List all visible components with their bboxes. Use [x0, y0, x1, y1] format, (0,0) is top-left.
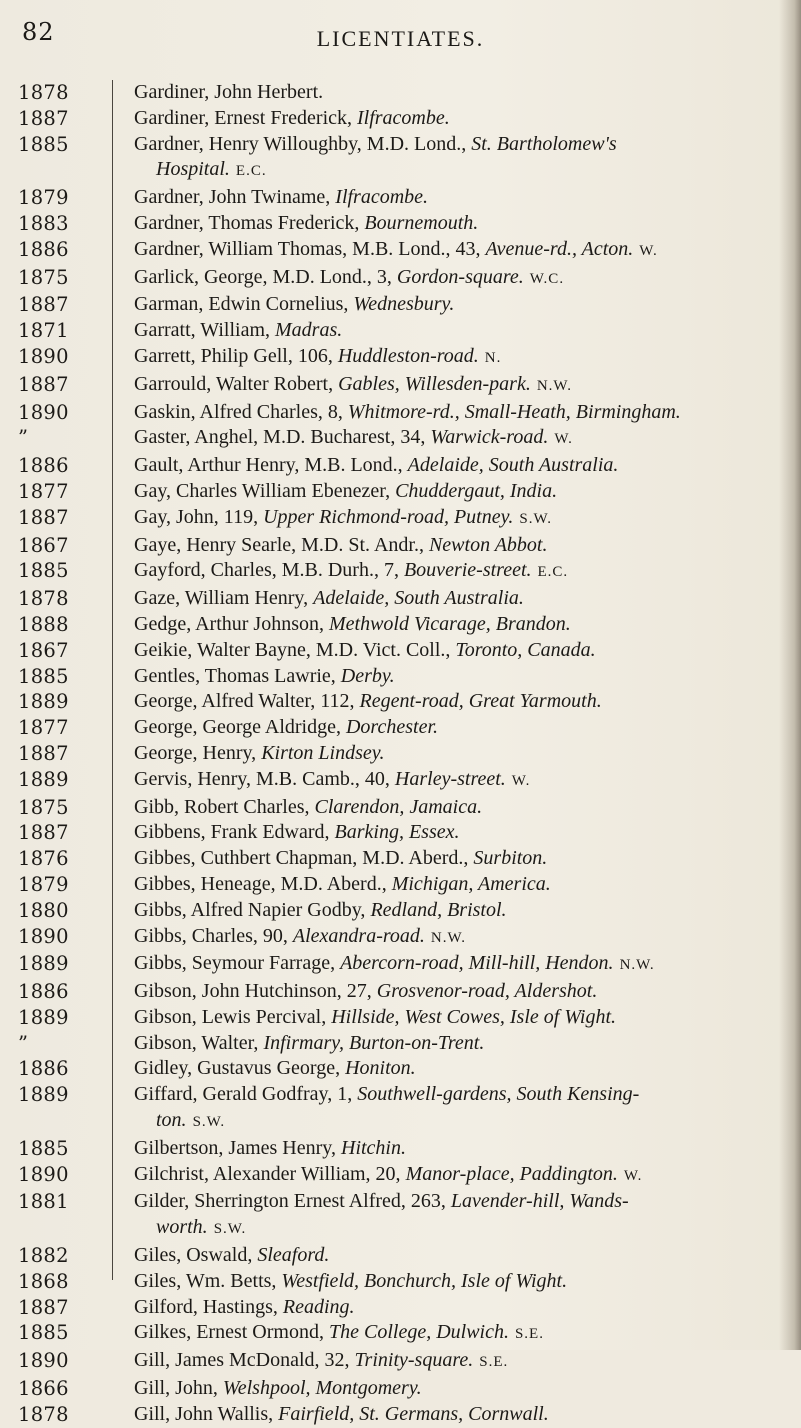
entry-text [114, 1056, 788, 1082]
entry-name: Gaze, William Henry, [134, 587, 314, 610]
entry-address: Clarendon, Jamaica. [314, 795, 483, 818]
entry-row [18, 795, 788, 821]
entry-year: 1885 [18, 1321, 69, 1345]
entry-address: Gordon-square. [396, 265, 524, 288]
entry-row [18, 211, 788, 237]
entry-year: 1883 [18, 211, 69, 235]
entry-year: ” [18, 1031, 29, 1055]
entry-district: N.W. [619, 957, 655, 974]
page-edge-shadow [779, 0, 801, 1350]
entry-name: George, George Aldridge, [134, 716, 346, 739]
entry-address: Dorchester. [345, 716, 439, 739]
entry-district: W. [639, 242, 658, 259]
entry-address: Sleaford. [257, 1244, 330, 1267]
entry-year: 1887 [18, 505, 69, 529]
entry-address: Fairfield, St. Germans, Cornwall. [278, 1402, 549, 1425]
entry-address: Trinity-square. [354, 1349, 474, 1372]
entry-name: Gervis, Henry, M.B. Camb., 40, [134, 767, 395, 790]
entry-row [18, 898, 788, 924]
entry-address: Bouverie-street. [403, 559, 532, 582]
entry-address: Adelaide, South Australia. [313, 587, 524, 610]
entry-address: Barking, Essex. [334, 821, 460, 844]
entry-text [114, 1295, 788, 1321]
entry-year: 1878 [18, 587, 69, 611]
entry-district: S.W. [192, 1114, 226, 1131]
entry-district: N.W. [430, 929, 467, 946]
entry-row [18, 453, 788, 479]
entry-text [114, 846, 788, 872]
entry-text [114, 425, 788, 453]
entry-row [18, 318, 788, 344]
entry-row [18, 1056, 788, 1082]
entry-text [114, 820, 788, 846]
entry-text [114, 1320, 788, 1348]
entry-text [114, 689, 788, 715]
entry-row [18, 846, 788, 872]
entry-address: Bournemouth. [364, 211, 479, 234]
entry-row [18, 1243, 788, 1269]
entry-year: 1875 [18, 265, 69, 289]
entry-address-continued: worth. [156, 1216, 208, 1239]
entry-address: Michigan, America. [391, 872, 551, 895]
entry-address: Gables, Willesden-park. [338, 372, 531, 395]
entry-year: 1885 [18, 1136, 69, 1160]
entries-list [18, 80, 788, 1428]
entry-row [18, 872, 788, 898]
entry-address: Avenue-rd., Acton. [485, 237, 634, 260]
entry-address: Huddleston-road. [337, 344, 479, 367]
entry-name: Gardner, Henry Willoughby, M.D. Lond., [134, 132, 472, 155]
entry-year: 1887 [18, 106, 69, 130]
entry-continuation [134, 1108, 788, 1136]
entry-name: Gault, Arthur Henry, M.B. Lond., [134, 454, 408, 477]
entry-name: Gardner, William Thomas, M.B. Lond., 43, [134, 237, 486, 260]
entry-name: Gayford, Charles, M.B. Durh., 7, [134, 559, 404, 582]
entry-name: Gibb, Robert Charles, [134, 795, 315, 818]
entry-year: 1881 [18, 1190, 69, 1214]
entry-address: Warwick-road. [430, 426, 549, 449]
entry-year: 1890 [18, 1349, 69, 1373]
entry-address: Toronto, Canada. [455, 638, 596, 661]
entry-row [18, 586, 788, 612]
entry-address: Harley-street. [394, 767, 506, 790]
entry-row [18, 767, 788, 795]
entry-row [18, 1162, 788, 1190]
entry-text [114, 795, 788, 821]
entry-address: Honiton. [345, 1057, 416, 1080]
entry-text [114, 558, 788, 586]
entry-row [18, 1295, 788, 1321]
entry-year: 1877 [18, 716, 69, 740]
entry-row [18, 1031, 788, 1057]
entry-row [18, 372, 788, 400]
entry-district: E.C. [235, 163, 267, 180]
entry-row [18, 237, 788, 265]
entry-address: Grosvenor-road, Aldershot. [376, 980, 598, 1003]
entry-name: Garlick, George, M.D. Lond., 3, [134, 265, 397, 288]
entry-address: Manor-place, Paddington. [405, 1162, 618, 1185]
entry-row [18, 106, 788, 132]
entry-year: 1882 [18, 1244, 69, 1268]
entry-row [18, 1348, 788, 1376]
entry-address: Madras. [275, 319, 343, 342]
entry-year: 1889 [18, 1005, 69, 1029]
entry-text [114, 185, 788, 211]
entry-row [18, 1269, 788, 1295]
entry-text [114, 533, 788, 559]
entry-year: 1890 [18, 924, 69, 948]
entry-address: Welshpool, Montgomery. [222, 1377, 422, 1400]
entry-year: 1866 [18, 1377, 69, 1401]
entry-name: Giles, Wm. Betts, [134, 1269, 282, 1292]
entry-address: Ilfracombe. [335, 186, 429, 209]
entry-row [18, 505, 788, 533]
entry-text [114, 1376, 788, 1402]
entry-year: 1886 [18, 454, 69, 478]
entry-address: Alexandra-road. [292, 924, 425, 947]
entry-name: Gibbes, Cuthbert Chapman, M.D. Aberd., [134, 847, 474, 870]
entry-row [18, 132, 788, 186]
entry-year: 1878 [18, 81, 69, 104]
entry-year: 1879 [18, 872, 69, 896]
entry-row [18, 1189, 788, 1243]
entry-year: 1887 [18, 372, 69, 396]
entry-address: Reading. [282, 1295, 355, 1318]
entry-row [18, 1402, 788, 1428]
entry-text [114, 265, 788, 293]
entry-row [18, 1320, 788, 1348]
entry-row [18, 1005, 788, 1031]
entry-name: Garratt, William, [134, 319, 276, 342]
entry-district: S.E. [514, 1326, 544, 1343]
entry-text [114, 318, 788, 344]
entry-address: Kirton Lindsey. [261, 741, 385, 764]
entry-name: Gibbs, Seymour Farrage, [134, 952, 341, 975]
entry-text [114, 1162, 788, 1190]
entry-row [18, 638, 788, 664]
entry-year: 1889 [18, 952, 69, 976]
entry-text [114, 237, 788, 265]
entry-row [18, 185, 788, 211]
entry-year: 1886 [18, 980, 69, 1004]
entry-year: 1877 [18, 479, 69, 503]
entry-row [18, 265, 788, 293]
entry-row [18, 1376, 788, 1402]
entry-year: 1867 [18, 533, 69, 557]
entry-district: N.W. [536, 377, 572, 394]
entry-year: 1887 [18, 821, 69, 845]
entry-address: Adelaide, South Australia. [407, 454, 619, 477]
entry-year: 1885 [18, 664, 69, 688]
entry-row [18, 558, 788, 586]
entry-text [114, 1243, 788, 1269]
entry-text [114, 924, 788, 952]
entry-district: S.W. [519, 510, 553, 527]
entry-row [18, 664, 788, 690]
entry-name: Gay, Charles William Ebenezer, [134, 479, 396, 502]
entry-text [114, 344, 788, 372]
entry-row [18, 951, 788, 979]
entry-name: Gilkes, Ernest Ormond, [134, 1321, 329, 1344]
entry-name: Gilchrist, Alexander William, 20, [134, 1162, 406, 1185]
entry-address-continued: Hospital. [156, 158, 230, 181]
entry-text [114, 715, 788, 741]
entry-year: 1871 [18, 319, 69, 343]
entry-year: 1880 [18, 898, 69, 922]
entry-text [114, 951, 788, 979]
entry-address-continued: ton. [156, 1109, 187, 1132]
entry-name: Gibson, John Hutchinson, 27, [134, 980, 377, 1003]
entry-district: S.E. [479, 1354, 509, 1371]
entry-district: N. [484, 349, 502, 366]
entry-row [18, 400, 788, 426]
entry-district: W. [623, 1167, 643, 1184]
entry-row [18, 820, 788, 846]
entry-row [18, 689, 788, 715]
entry-row [18, 1082, 788, 1136]
entry-name: Gentles, Thomas Lawrie, [134, 664, 341, 687]
entry-row [18, 741, 788, 767]
entry-name: Gay, John, 119, [134, 505, 264, 528]
entry-row [18, 715, 788, 741]
entry-text [114, 1348, 788, 1376]
entry-year: 1890 [18, 344, 69, 368]
entry-name: Gibbs, Charles, 90, [134, 924, 293, 947]
entry-name: Gill, John Wallis, [134, 1402, 279, 1425]
entry-address: Upper Richmond-road, Putney. [263, 505, 514, 528]
entry-address: Newton Abbot. [428, 533, 548, 556]
entry-district: S.W. [213, 1221, 247, 1238]
entry-text [114, 1082, 788, 1136]
entry-name: Garman, Edwin Cornelius, [134, 293, 354, 316]
entry-address: Surbiton. [473, 847, 548, 870]
entry-address: Southwell-gardens, South Kensing- [357, 1083, 640, 1106]
entry-name: Gardiner, John Herbert. [134, 81, 324, 103]
entry-row [18, 979, 788, 1005]
entry-text [114, 638, 788, 664]
entry-text [114, 1269, 788, 1295]
entry-text [114, 1136, 788, 1162]
entry-year: 1886 [18, 1057, 69, 1081]
entry-row [18, 1136, 788, 1162]
entry-text [114, 741, 788, 767]
entry-text [114, 479, 788, 505]
entry-year: 1878 [18, 1402, 69, 1426]
entry-address: Derby. [340, 664, 395, 687]
entry-name: Gibbens, Frank Edward, [134, 821, 335, 844]
entry-address: Ilfracombe. [357, 106, 450, 129]
entry-name: Gibson, Lewis Percival, [134, 1005, 332, 1028]
entry-text [114, 132, 788, 186]
entry-year: 1889 [18, 690, 69, 714]
entry-row [18, 479, 788, 505]
entry-name: George, Henry, [134, 741, 262, 764]
entry-text [114, 1402, 788, 1428]
entry-year: 1887 [18, 1295, 69, 1319]
entry-name: Gardiner, Ernest Frederick, [134, 106, 357, 129]
entry-year: 1888 [18, 612, 69, 636]
entry-year: 1889 [18, 767, 69, 791]
entry-year: 1887 [18, 741, 69, 765]
entry-address: Hillside, West Cowes, Isle of Wight. [331, 1005, 617, 1028]
entry-name: Gill, John, [134, 1377, 223, 1400]
entry-address: Whitmore-rd., Small-Heath, Birmingham. [347, 400, 681, 423]
entry-address: Regent-road, Great Yarmouth. [359, 690, 602, 713]
entry-name: Garrett, Philip Gell, 106, [134, 344, 338, 367]
entry-name: Giffard, Gerald Godfray, 1, [134, 1083, 358, 1106]
entry-district: W.C. [529, 270, 565, 287]
entry-address: The College, Dulwich. [328, 1321, 509, 1344]
entry-address: Chuddergaut, India. [395, 479, 558, 502]
entry-row [18, 924, 788, 952]
entry-text [114, 1005, 788, 1031]
entry-address: Abercorn-road, Mill-hill, Hendon. [340, 952, 614, 975]
entry-district: E.C. [537, 564, 569, 581]
entry-year: 1875 [18, 795, 69, 819]
entry-year: 1885 [18, 559, 69, 583]
entry-name: Gaye, Henry Searle, M.D. St. Andr., [134, 533, 429, 556]
entry-year: 1885 [18, 132, 69, 156]
entry-row [18, 292, 788, 318]
entry-text [114, 453, 788, 479]
entry-name: Gibson, Walter, [134, 1031, 264, 1054]
entry-name: Gedge, Arthur Johnson, [134, 612, 329, 635]
entry-name: Geikie, Walter Bayne, M.D. Vict. Coll., [134, 638, 456, 661]
entry-continuation [134, 1215, 788, 1243]
entry-name: Gilder, Sherrington Ernest Alfred, 263, [134, 1190, 451, 1213]
entry-text [114, 872, 788, 898]
entry-text [114, 106, 788, 132]
entry-row [18, 425, 788, 453]
entry-year: 1876 [18, 847, 69, 871]
entry-address: St. Bartholomew's [471, 132, 617, 155]
entry-address: Wednesbury. [353, 293, 455, 316]
page-number: 82 [22, 18, 55, 46]
entry-district: W. [511, 772, 531, 789]
entry-address: Infirmary, Burton-on-Trent. [263, 1031, 485, 1054]
entry-year: 1890 [18, 1162, 69, 1186]
entry-year: 1867 [18, 638, 69, 662]
entry-year: 1868 [18, 1269, 69, 1293]
entry-district: W. [554, 431, 573, 448]
entry-name: Gaskin, Alfred Charles, 8, [134, 400, 348, 423]
entry-text [114, 400, 788, 426]
entry-address: Redland, Bristol. [370, 898, 507, 921]
entry-name: George, Alfred Walter, 112, [134, 690, 360, 713]
entry-row [18, 344, 788, 372]
entry-name: Garrould, Walter Robert, [134, 372, 339, 395]
entry-text [114, 1031, 788, 1057]
entry-text [114, 586, 788, 612]
entry-year: ” [18, 426, 29, 450]
entry-row [18, 533, 788, 559]
entry-address: Hitchin. [341, 1136, 406, 1159]
entry-text [114, 505, 788, 533]
entry-year: 1879 [18, 186, 69, 210]
entry-year: 1886 [18, 237, 69, 261]
entry-name: Gilbertson, James Henry, [134, 1136, 341, 1159]
entry-text [114, 767, 788, 795]
entry-address: Methwold Vicarage, Brandon. [328, 612, 571, 635]
entry-text [114, 292, 788, 318]
entry-row [18, 80, 788, 106]
entry-name: Gidley, Gustavus George, [134, 1057, 346, 1080]
entry-name: Gardner, Thomas Frederick, [134, 211, 365, 234]
entry-name: Gaster, Anghel, M.D. Bucharest, 34, [134, 426, 431, 449]
entry-text [114, 372, 788, 400]
entry-name: Gardner, John Twiname, [134, 186, 336, 209]
entry-name: Gibbes, Heneage, M.D. Aberd., [134, 872, 392, 895]
entry-text [114, 898, 788, 924]
entry-text [114, 80, 788, 106]
entry-text [114, 612, 788, 638]
entry-name: Gibbs, Alfred Napier Godby, [134, 898, 371, 921]
entry-name: Giles, Oswald, [134, 1244, 258, 1267]
entry-address: Westfield, Bonchurch, Isle of Wight. [281, 1269, 568, 1292]
entry-year: 1890 [18, 400, 69, 424]
entry-address: Lavender-hill, Wands- [450, 1190, 629, 1213]
entry-continuation [134, 157, 788, 185]
entry-name: Gill, James McDonald, 32, [134, 1349, 355, 1372]
entry-row [18, 612, 788, 638]
entry-year: 1889 [18, 1083, 69, 1107]
entry-name: Gilford, Hastings, [134, 1295, 283, 1318]
entry-text [114, 1189, 788, 1243]
entry-year: 1887 [18, 293, 69, 317]
entry-text [114, 979, 788, 1005]
entry-text [114, 664, 788, 690]
running-head: LICENTIATES. [316, 26, 485, 51]
entry-text [114, 211, 788, 237]
